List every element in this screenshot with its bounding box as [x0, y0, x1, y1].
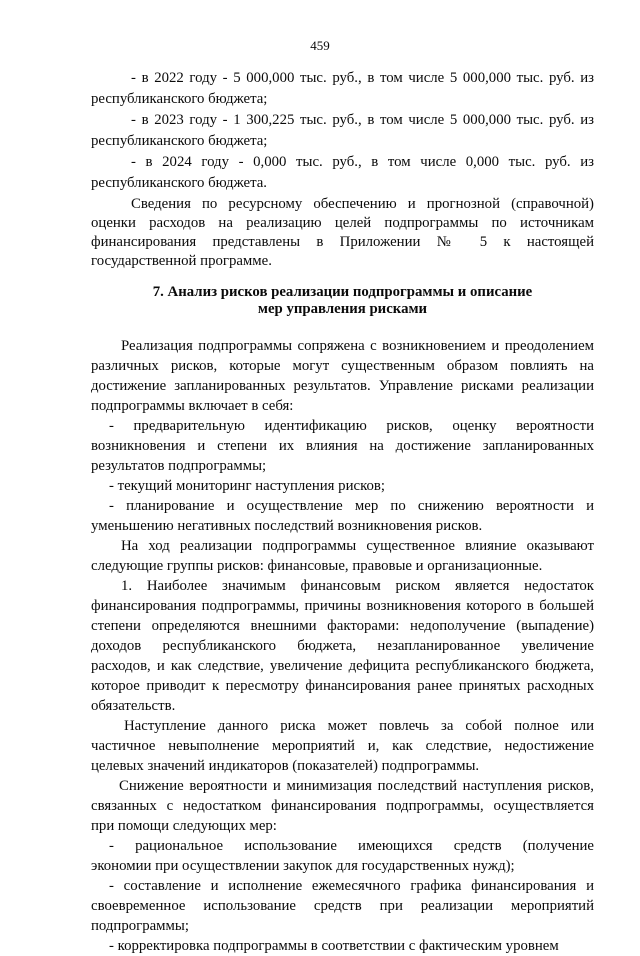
text-line: целевых значений индикаторов (показателей) подпрограммы. — [91, 758, 480, 774]
text-line: - планирование и осуществление мер по снижению вероятности и — [109, 498, 594, 514]
text-line: частичное невыполнение мероприятий и, как следствие, недостижение — [91, 738, 594, 754]
text-line: следующие группы рисков: финансовые, правовые и организационные. — [91, 558, 543, 574]
text-line: возникновения и степени их влияния на достижение запланированных — [91, 438, 594, 454]
text-line: Сведения по ресурсному обеспечению и прогнозной (справочной) — [131, 196, 594, 212]
text-line: подпрограммы; — [91, 918, 189, 934]
text-line: уменьшению негативных последствий возникновения рисков. — [91, 518, 483, 534]
text-line: республиканского бюджета; — [91, 133, 268, 149]
text-line: - в 2023 году - 1 300,225 тыс. руб., в том числе 5 000,000 тыс. руб. из — [131, 112, 594, 128]
text-line: - в 2024 году - 0,000 тыс. руб., в том числе 0,000 тыс. руб. из — [131, 154, 594, 170]
section-heading: 7. Анализ рисков реализации подпрограммы и описание — [152, 284, 533, 300]
text-line: - рациональное использование имеющихся средств (получение — [109, 838, 594, 854]
text-line: обязательств. — [91, 698, 176, 714]
text-line: республиканского бюджета; — [91, 91, 268, 107]
text-line: Реализация подпрограммы сопряжена с возникновением и преодолением — [121, 338, 594, 354]
text-line: 1. Наиболее значимым финансовым риском является недостаток — [121, 578, 594, 594]
text-line: Наступление данного риска может повлечь за собой полное или — [124, 718, 594, 734]
text-line: различных рисков, которые могут существенным образом повлиять на — [91, 358, 594, 374]
text-line: которое приводит к пересмотру финансирования ранее принятых расходных — [91, 678, 594, 694]
text-line: своевременное использование средств при реализации мероприятий — [91, 898, 594, 914]
text-line: оценки расходов на реализацию целей подпрограммы по источникам — [91, 215, 594, 231]
text-line: - в 2022 году - 5 000,000 тыс. руб., в том числе 5 000,000 тыс. руб. из — [131, 70, 594, 86]
text-line: подпрограммы включает в себя: — [91, 398, 294, 414]
page-number: 459 — [310, 38, 330, 53]
text-line: расходов, и как следствие, увеличение дефицита республиканского бюджета, — [91, 658, 594, 674]
section-heading: мер управления рисками — [257, 301, 428, 317]
text-line: - корректировка подпрограммы в соответствии с фактическим уровнем — [109, 938, 559, 954]
text-line: степени определяются внешними факторами: недополучение (выпадение) — [91, 618, 594, 634]
text-line: при помощи следующих мер: — [91, 818, 277, 834]
text-line: экономии при осуществлении закупок для государственных нужд); — [91, 858, 515, 874]
text-line: На ход реализации подпрограммы существенное влияние оказывают — [121, 538, 594, 554]
text-line: достижение запланированных результатов. Управление рисками реализации — [91, 378, 594, 394]
text-line: государственной программе. — [91, 253, 272, 269]
text-line: финансирования подпрограммы, причины возникновения которого в большей — [91, 598, 594, 614]
text-line: - составление и исполнение ежемесячного графика финансирования и — [109, 878, 594, 894]
text-line: связанных с недостатком финансирования подпрограммы, осуществляется — [91, 798, 594, 814]
text-line: республиканского бюджета. — [91, 175, 268, 191]
text-line: - предварительную идентификацию рисков, оценку вероятности — [109, 418, 594, 434]
text-line: - текущий мониторинг наступления рисков; — [109, 478, 385, 494]
text-line: Снижение вероятности и минимизация последствий наступления рисков, — [119, 778, 594, 794]
text-line: результатов подпрограммы; — [91, 458, 267, 474]
text-line: финансирования представлены в Приложении № 5 к настоящей — [91, 234, 594, 250]
text-line: доходов республиканского бюджета, незапланированное увеличение — [91, 638, 594, 654]
